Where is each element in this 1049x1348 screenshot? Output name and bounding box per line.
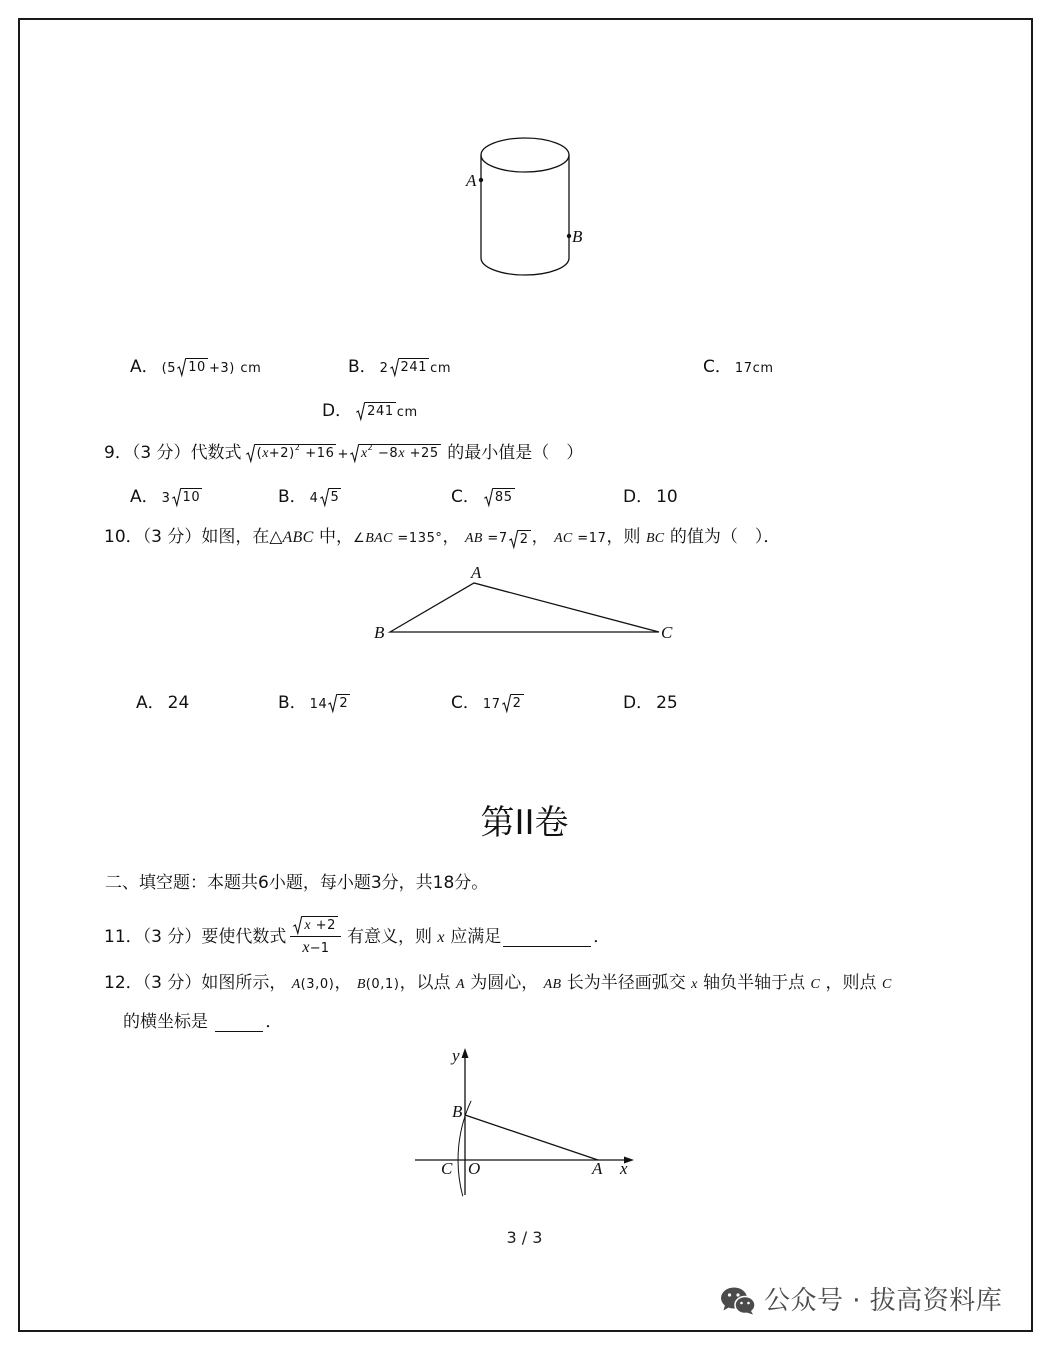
watermark-text: 公众号 · 拔高资料库 bbox=[764, 1286, 1003, 1316]
label-x: x bbox=[620, 1159, 628, 1178]
stem-text: 轴负半轴于点 bbox=[703, 973, 806, 993]
radicand: 10 bbox=[182, 490, 201, 505]
radicand: 85 bbox=[494, 490, 513, 505]
radical-sign bbox=[320, 488, 329, 506]
point-b bbox=[567, 234, 571, 238]
numerator bbox=[290, 916, 341, 936]
radicand: 5 bbox=[330, 490, 340, 505]
point-a-coordinate bbox=[292, 977, 335, 992]
radicand: 2 bbox=[519, 531, 529, 547]
q10-option-b bbox=[278, 688, 351, 718]
stem-text: 应满足 bbox=[450, 927, 502, 947]
radical-stroke bbox=[294, 917, 303, 934]
radical-sign bbox=[502, 694, 511, 712]
radical-stroke bbox=[246, 445, 255, 462]
q10-stem bbox=[104, 522, 780, 552]
answer-blank bbox=[503, 928, 591, 947]
q12-stem bbox=[104, 968, 892, 998]
q8-option-a bbox=[130, 352, 261, 382]
q9-option-d bbox=[623, 482, 678, 512]
square-root bbox=[484, 488, 515, 506]
label-a: A bbox=[471, 563, 482, 582]
q10-option-c bbox=[451, 688, 525, 718]
segment-name: AC bbox=[554, 531, 573, 546]
fraction bbox=[290, 916, 341, 958]
option-label: C． bbox=[451, 693, 480, 713]
separator: ， bbox=[442, 527, 460, 547]
variable: x bbox=[398, 446, 405, 461]
segment-value: =17 bbox=[577, 531, 607, 546]
radical-stroke bbox=[177, 359, 186, 376]
middle-term: −8 bbox=[377, 446, 399, 461]
angle-expression bbox=[353, 531, 443, 546]
option-label: B． bbox=[278, 693, 307, 713]
cylinder-bottom-arc bbox=[481, 258, 569, 275]
label-c: C bbox=[441, 1159, 453, 1178]
variable: x bbox=[360, 446, 368, 461]
radical-stroke bbox=[350, 445, 359, 462]
wechat-eye bbox=[728, 1293, 731, 1296]
stem-text: 的最小值是（ ） bbox=[447, 443, 584, 463]
variable: x bbox=[262, 446, 269, 461]
q8-option-d bbox=[322, 396, 418, 426]
radical-sign bbox=[177, 358, 186, 376]
square-root bbox=[390, 358, 430, 376]
radical-sign bbox=[390, 358, 399, 376]
variable: x bbox=[304, 918, 311, 933]
label-b: B bbox=[374, 623, 385, 642]
page-number: 3 / 3 bbox=[506, 1228, 543, 1247]
radicand bbox=[255, 444, 337, 462]
exponent: 2 bbox=[367, 443, 374, 452]
segment-ab bbox=[465, 1115, 598, 1160]
point-name: B bbox=[356, 977, 366, 992]
close-paren: ) bbox=[289, 446, 295, 461]
coordinates: (0,1) bbox=[365, 977, 400, 992]
option-prefix: 3 bbox=[161, 491, 171, 506]
wechat-eye bbox=[736, 1293, 739, 1296]
q9-option-c bbox=[451, 482, 516, 512]
radical-sign bbox=[293, 916, 302, 934]
q8-option-b bbox=[348, 352, 451, 382]
coordinates: (3,0) bbox=[300, 977, 335, 992]
option-value: 25 bbox=[656, 693, 678, 713]
section-header: 二、填空题：本题共6小题，每小题3分，共18分。 bbox=[105, 873, 489, 893]
question-score: （3 分） bbox=[142, 973, 202, 993]
point-name: C bbox=[810, 977, 821, 992]
q9-option-b bbox=[278, 482, 342, 512]
option-label: B． bbox=[278, 487, 307, 507]
q8-option-c bbox=[703, 352, 774, 382]
segment-name: AB bbox=[464, 531, 483, 546]
plus-operator: + bbox=[337, 447, 349, 462]
option-prefix: 4 bbox=[309, 491, 319, 506]
stem-text: 为圆心， bbox=[470, 973, 539, 993]
triangle-symbol: △ bbox=[269, 527, 283, 547]
stem-text: 如图所示， bbox=[201, 973, 287, 993]
question-score: （3 分） bbox=[142, 927, 202, 947]
stem-text: 的值为（ ）． bbox=[669, 527, 781, 547]
label-y: y bbox=[452, 1046, 460, 1065]
answer-blank bbox=[215, 1013, 263, 1032]
open-paren: ( bbox=[256, 446, 263, 461]
wechat-eye bbox=[740, 1302, 743, 1305]
exponent: 2 bbox=[294, 443, 301, 452]
option-unit: cm bbox=[430, 361, 452, 376]
stem-text: 中， bbox=[318, 527, 353, 547]
option-label: A． bbox=[130, 357, 159, 377]
option-label: A． bbox=[136, 693, 165, 713]
radical-stroke bbox=[502, 695, 511, 712]
label-a: A bbox=[466, 171, 477, 190]
option-label: B． bbox=[348, 357, 377, 377]
numerator-tail: +2 bbox=[315, 918, 336, 933]
option-unit: cm bbox=[240, 361, 262, 376]
radical-sign bbox=[356, 402, 365, 420]
option-label: D． bbox=[623, 693, 654, 713]
radical-sign bbox=[484, 488, 493, 506]
option-value: 17cm bbox=[734, 361, 774, 376]
stem-end: ． bbox=[265, 1012, 283, 1032]
point-name: A bbox=[455, 977, 465, 992]
radical-sign bbox=[172, 488, 181, 506]
square-root bbox=[502, 694, 524, 712]
label-b: B bbox=[572, 227, 583, 246]
radical-sign bbox=[350, 444, 359, 462]
radicand: 241 bbox=[367, 404, 394, 419]
stem-end: ． bbox=[593, 927, 611, 947]
radicand: 241 bbox=[400, 360, 428, 375]
ac-expression bbox=[554, 531, 606, 546]
angle-symbol: ∠ bbox=[352, 531, 366, 546]
question-number: 12． bbox=[104, 973, 143, 993]
wechat-bubble-small bbox=[735, 1297, 755, 1314]
stem-text: ，以点 bbox=[399, 973, 451, 993]
segment-value: =7 bbox=[487, 531, 508, 546]
option-value: 24 bbox=[167, 693, 190, 713]
option-prefix: 14 bbox=[309, 697, 328, 712]
radicand: 2 bbox=[339, 696, 349, 711]
variable: x bbox=[437, 929, 445, 946]
question-number: 10． bbox=[104, 527, 143, 547]
q9-option-a bbox=[130, 482, 203, 512]
q10-option-a bbox=[136, 688, 189, 718]
tail-term: +25 bbox=[409, 446, 439, 461]
option-value: 10 bbox=[656, 487, 678, 507]
stem-text: 要使代数式 bbox=[201, 927, 287, 947]
q9-stem bbox=[104, 438, 583, 468]
radicand: 10 bbox=[188, 360, 206, 375]
wechat-icon bbox=[720, 1287, 756, 1315]
angle-value: =135° bbox=[397, 531, 443, 546]
radical-stroke bbox=[484, 489, 493, 506]
radical-sign bbox=[328, 694, 337, 712]
watermark bbox=[720, 1284, 1002, 1318]
label-c: C bbox=[661, 623, 673, 642]
question-score: （3 分） bbox=[142, 527, 202, 547]
square-root bbox=[293, 916, 338, 934]
stem-text: 长为半径画弧交 bbox=[566, 973, 686, 993]
denominator-tail: −1 bbox=[309, 941, 329, 956]
square-root bbox=[356, 402, 396, 420]
cylinder-figure bbox=[445, 128, 595, 288]
square-root bbox=[320, 488, 342, 506]
label-o: O bbox=[468, 1159, 481, 1178]
square-root bbox=[350, 444, 441, 462]
radicand bbox=[359, 444, 441, 462]
variable: x bbox=[691, 977, 698, 992]
q11-stem bbox=[104, 916, 611, 956]
stem-text: 如图，在 bbox=[201, 527, 270, 547]
question-number: 11． bbox=[104, 927, 143, 947]
triangle-name: ABC bbox=[282, 529, 314, 546]
coordinate-figure bbox=[400, 1040, 645, 1205]
part2-title: 第II卷 bbox=[480, 803, 569, 843]
radical-stroke bbox=[320, 489, 329, 506]
variable: x bbox=[302, 939, 310, 956]
question-score: （3 分） bbox=[131, 443, 191, 463]
option-unit: cm bbox=[396, 405, 418, 420]
option-prefix: (5 bbox=[161, 361, 177, 376]
option-prefix: 17 bbox=[482, 697, 501, 712]
option-label: D． bbox=[623, 487, 654, 507]
radical-sign bbox=[509, 530, 518, 548]
stem-text: 代数式 bbox=[190, 443, 242, 463]
option-label: C． bbox=[451, 487, 480, 507]
segment-name: AB bbox=[543, 977, 562, 992]
stem-text: 有意义，则 bbox=[347, 927, 432, 947]
radicand: 2 bbox=[512, 696, 522, 711]
stem-text: ，则点 bbox=[825, 973, 877, 993]
triangle-abc bbox=[390, 583, 659, 632]
stem-text: 的横坐标是 bbox=[123, 1012, 208, 1032]
point-a bbox=[479, 178, 483, 182]
q10-option-d bbox=[623, 688, 678, 718]
cylinder-top bbox=[481, 138, 569, 172]
square-root bbox=[172, 488, 203, 506]
square-root bbox=[246, 444, 337, 462]
label-a: A bbox=[592, 1159, 603, 1178]
wechat-eye bbox=[747, 1302, 750, 1305]
tail-term: +16 bbox=[305, 446, 335, 461]
option-prefix: 2 bbox=[379, 361, 389, 376]
option-label: D． bbox=[322, 401, 353, 421]
denominator bbox=[290, 936, 341, 958]
inner-term: +2 bbox=[268, 446, 290, 461]
ab-expression bbox=[465, 531, 532, 546]
radical-stroke bbox=[356, 403, 365, 420]
radical-stroke bbox=[329, 695, 338, 712]
radical-stroke bbox=[172, 489, 181, 506]
square-root bbox=[328, 694, 350, 712]
stem-text: ，则 bbox=[606, 527, 641, 547]
angle-name: BAC bbox=[365, 531, 393, 546]
triangle-figure bbox=[360, 555, 690, 650]
radical-sign bbox=[246, 444, 255, 462]
q12-stem-continued bbox=[123, 1007, 282, 1037]
option-suffix: +3) bbox=[208, 361, 235, 376]
y-axis-arrow bbox=[462, 1048, 469, 1058]
point-name: C bbox=[881, 977, 892, 992]
point-name: A bbox=[291, 977, 301, 992]
radicand bbox=[302, 916, 338, 934]
question-number: 9． bbox=[104, 443, 132, 463]
option-label: A． bbox=[130, 487, 159, 507]
label-b: B bbox=[452, 1102, 463, 1121]
segment-name: BC bbox=[645, 531, 665, 546]
square-root bbox=[177, 358, 208, 376]
option-label: C． bbox=[703, 357, 732, 377]
radical-stroke bbox=[390, 359, 399, 376]
point-b-coordinate bbox=[357, 977, 400, 992]
separator: ， bbox=[334, 973, 352, 993]
separator: ， bbox=[531, 527, 549, 547]
square-root bbox=[509, 530, 531, 548]
radical-stroke bbox=[509, 530, 518, 547]
